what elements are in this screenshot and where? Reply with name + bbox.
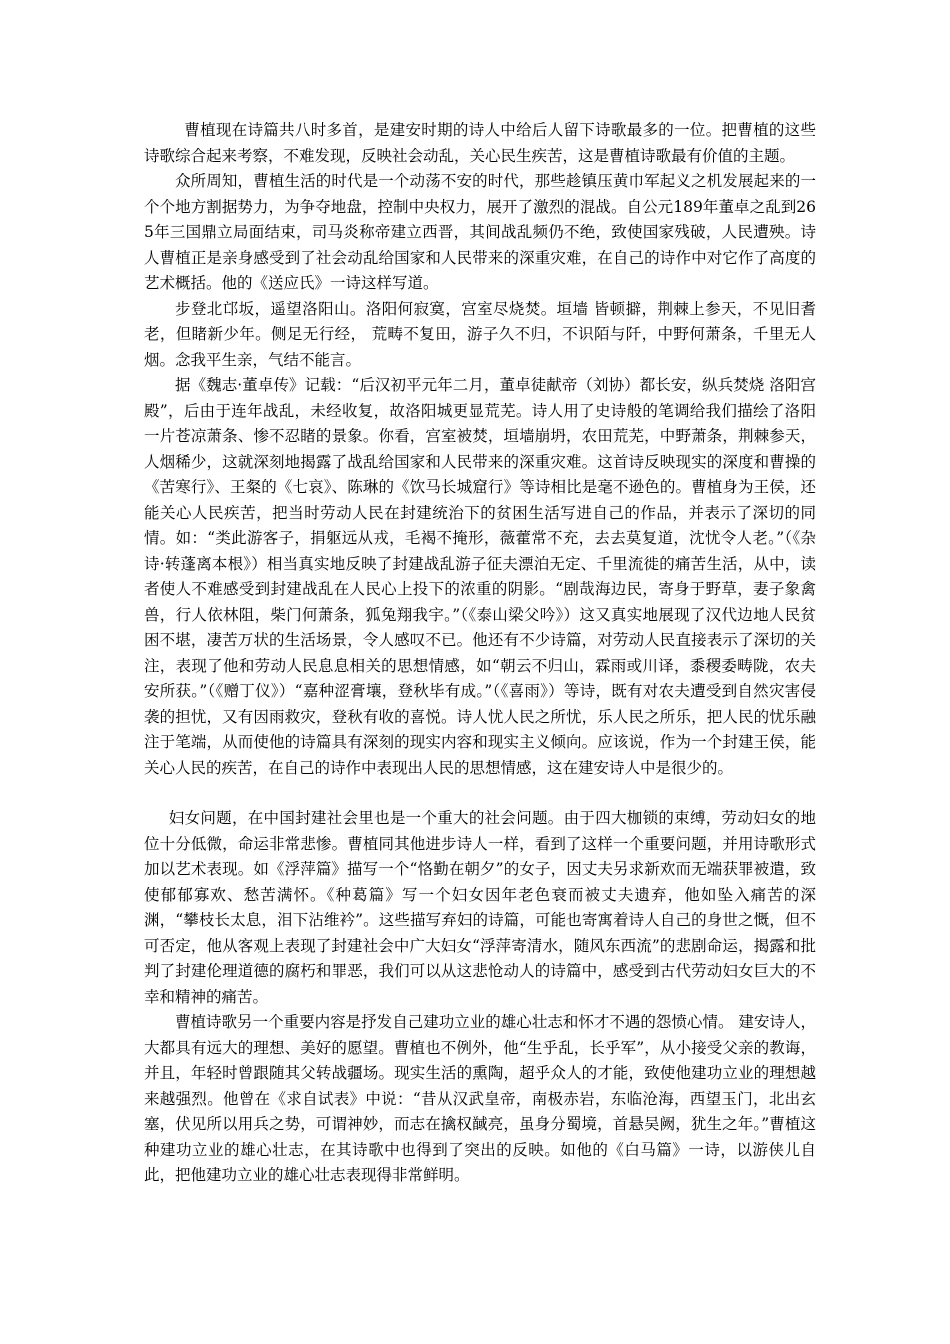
paragraph-women-issue: 妇女问题，在中国封建社会里也是一个重大的社会问题。由于四大枷锁的束缚，劳动妇女的地位十分低微，命运非常悲惨。曹植同其他进步诗人一样，看到了这样一个重要问题，并用诗歌形式加以艺术表现。如《浮萍篇》描写一个“恪勤在朝夕”的女子，因丈夫另求新欢而无端获罪被遣，致使郁郁寡欢、愁苦满怀。《种葛篇》写一个妇女因年老色衰而被丈夫遗弃，他如坠入痛苦的深渊，“攀枝长太息，泪下沾维衿”。这些描写弃妇的诗篇，可能也寄寓着诗人自己的身世之慨，但不可否定，他从客观上表现了封建社会中广大妇女“浮萍寄清水，随风东西流”的悲剧命运，揭露和批判了封建伦理道德的腐朽和罪恶，我们可以从这悲怆动人的诗篇中，感受到古代劳动妇女巨大的不幸和精神的痛苦。: [144, 809, 816, 1006]
paragraph-historical-background: 众所周知，曹植生活的时代是一个动荡不安的时代，那些趁镇压黄巾军起义之机发展起来的一个个地方割据势力，为争夺地盘，控制中央权力，展开了激烈的混战。自公元189年董卓之乱到265年三国鼎立局面结束，司马炎称帝建立西晋，其间战乱频仍不绝，致使国家残破，人民遭殃。诗人曹植正是亲身感受到了社会动乱给国家和人民带来的深重灾难，在自己的诗作中对它作了高度的艺术概括。他的《送应氏》一诗这样写道。: [144, 172, 816, 292]
document-body: [144, 118, 816, 1189]
paragraph-poem-quote: 步登北邙坂，遥望洛阳山。洛阳何寂寞，宫室尽烧焚。垣墙 皆顿擗，荆棘上参天，不见旧耆老，但睹新少年。侧足无行经， 荒畴不复田，游子久不归，不识陌与阡，中野何萧条，千里无人 烟。念我平生亲，气结不能言。: [144, 299, 816, 369]
paragraph-intro: 曹植现在诗篇共八时多首，是建安时期的诗人中给后人留下诗歌最多的一位。把曹植的这些诗歌综合起来考察，不难发现，反映社会动乱，关心民生疾苦，这是曹植诗歌最有价值的主题。: [144, 121, 816, 165]
paragraph-ambition: 曹植诗歌另一个重要内容是抒发自己建功立业的雄心壮志和怀才不遇的怨愤心情。 建安诗人，大都具有远大的理想、美好的愿望。曹植也不例外，他“生乎乱，长乎军”，从小接受父亲的教诲，并且，年轻时曾跟随其父转战疆场。现实生活的熏陶，超乎众人的才能，致使他建功立业的理想越来越强烈。他曾在《求自试表》中说：“昔从汉武皇帝，南极赤岩，东临沧海，西望玉门，北出玄塞，伏见所以用兵之势，可谓神妙，而志在擒权馘亮，虽身分蜀境，首悬吴阙，犹生之年。”曹植这种建功立业的雄心壮志，在其诗歌中也得到了突出的反映。如他的《白马篇》一诗，以游侠儿自此，把他建功立业的雄心壮志表现得非常鲜明。: [144, 1013, 816, 1184]
paragraph-poem-analysis: 据《魏志·董卓传》记载：“后汉初平元年二月，董卓徒献帝（刘协）都长安，纵兵焚烧 洛阳宫殿”，后由于连年战乱，未经收复，故洛阳城更显荒芜。诗人用了史诗般的笔调给我们描绘了洛阳一片苍凉萧条、惨不忍睹的景象。你看，宫室被焚，垣墙崩坍，农田荒芜，中野萧条，荆棘参天，人烟稀少，这就深刻地揭露了战乱给国家和人民带来的深重灾难。这首诗反映现实的深度和曹操的《苦寒行》、王粲的《七哀》、陈琳的《饮马长城窟行》等诗相比是毫不逊色的。曹植身为王侯，还能关心人民疾苦，把当时劳动人民在封建统治下的贫困生活写进自己的作品，并表示了深切的同情。如：“类此游客子，捐躯远从戎，毛褐不掩形，薇藿常不充，去去莫复道，沈忧令人老。”（《杂诗·转蓬离本根》）相当真实地反映了封建战乱游子征夫漂泊无定、千里流徙的痛苦生活，从中，读者使人不难感受到封建战乱在人民心上投下的浓重的阴影。“剧哉海边民，寄身于野草，妻子象禽兽，行人依林阻，柴门何萧条，狐兔翔我宇。”（《泰山梁父吟》）这又真实地展现了汉代边地人民贫困不堪，凄苦万状的生活场景，令人感叹不已。他还有不少诗篇，对劳动人民直接表示了深切的关注，表现了他和劳动人民息息相关的思想情感，如“朝云不归山，霖雨或川译，黍稷委畴陇，农夫安所获。”（《赠丁仪》）“嘉种涩膏壤，登秋毕有成。”（《喜雨》）等诗，既有对农夫遭受到自然灾害侵袭的担忧，又有因雨救灾，登秋有收的喜悦。诗人忧人民之所忧，乐人民之所乐，把人民的忧乐融注于笔端，从而使他的诗篇具有深刻的现实内容和现实主义倾向。应该说，作为一个封建王侯，能关心人民的疾苦，在自己的诗作中表现出人民的思想情感，这在建安诗人中是很少的。: [144, 376, 816, 777]
